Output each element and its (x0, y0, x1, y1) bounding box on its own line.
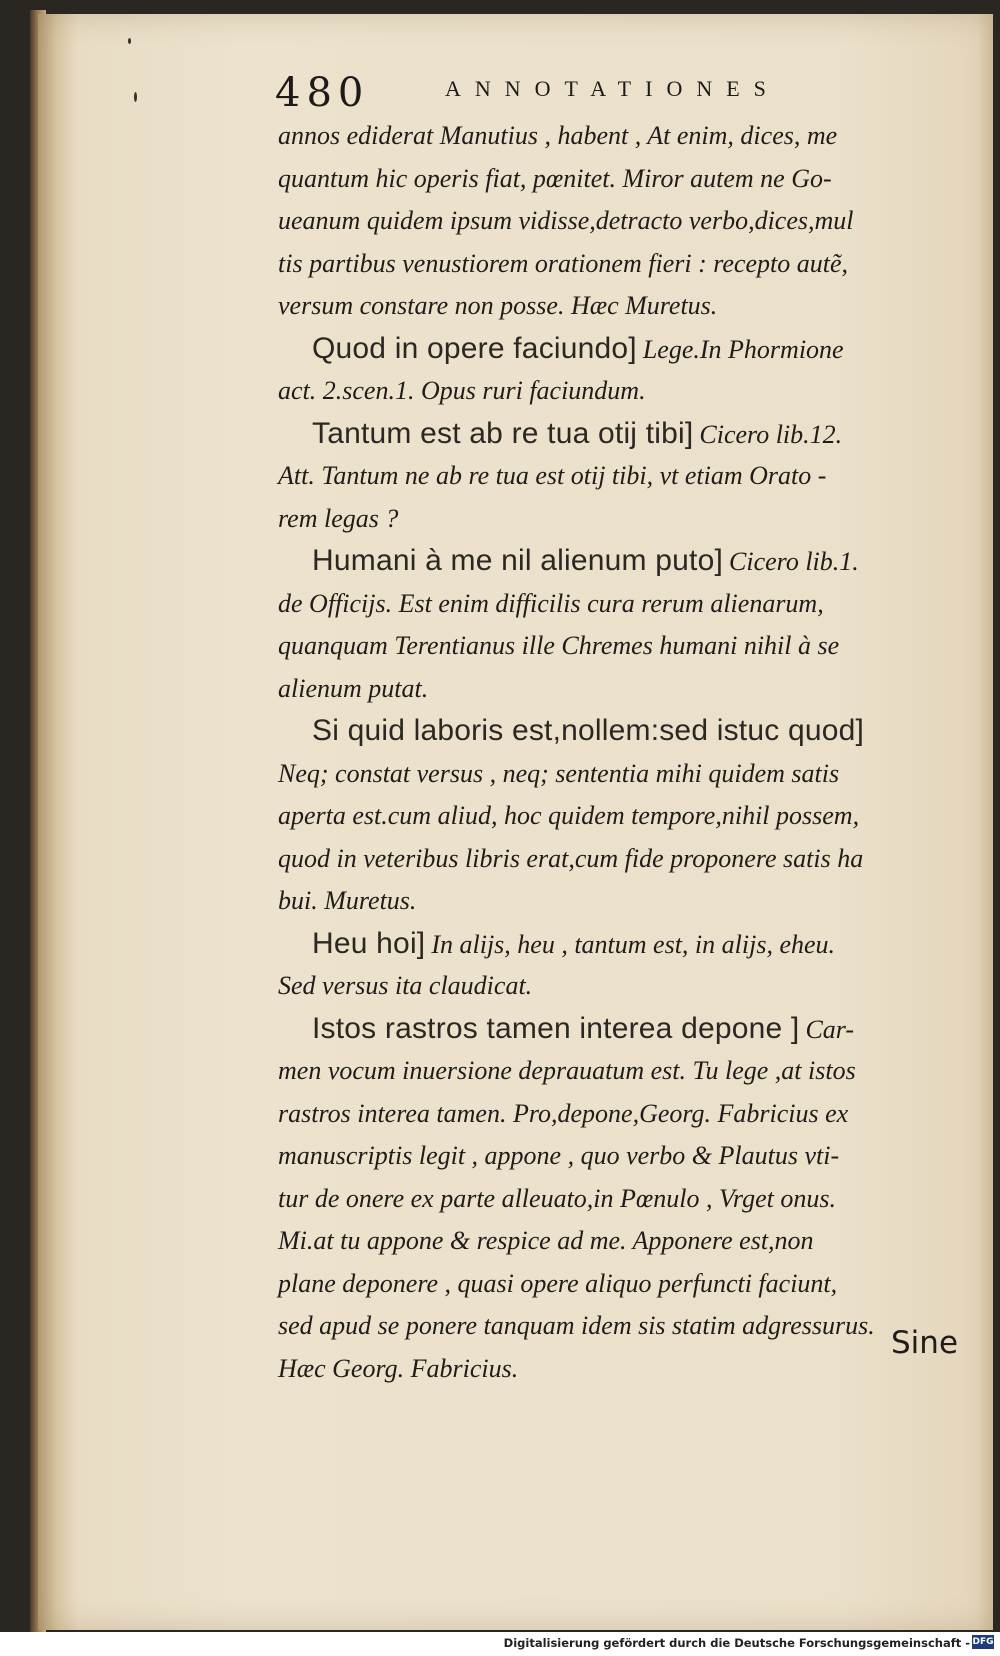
text-line (272, 1050, 972, 1093)
text-line (272, 583, 972, 626)
text-line (272, 1178, 972, 1221)
line-text: Car- (805, 1014, 855, 1044)
line-text: men vocum inuersione deprauatum est. Tu lege ,at istos (278, 1056, 856, 1085)
line-text: In alijs, heu , tantum est, in alijs, eheu. (431, 929, 836, 959)
line-text: Hæc Georg. Fabricius. (278, 1353, 519, 1383)
lemma: Humani à me nil alienum puto] (312, 544, 724, 577)
text-line (272, 1220, 972, 1263)
text-line (272, 965, 972, 1008)
text-line (272, 370, 972, 413)
text-line (272, 625, 972, 668)
paper-speck (128, 38, 131, 44)
text-line (272, 413, 972, 456)
line-text: Att. Tantum ne ab re tua est otij tibi, vt etiam Orato - (278, 461, 827, 490)
text-block (272, 115, 972, 1390)
line-text: bui. Muretus. (278, 886, 417, 915)
text-line (272, 328, 972, 371)
text-line (272, 1135, 972, 1178)
line-text: rem legas ? (278, 503, 399, 533)
text-line (272, 540, 972, 583)
line-text: aperta est.cum aliud, hoc quidem tempore,nihil possem, (278, 801, 860, 830)
text-line (272, 923, 972, 966)
lemma: Tantum est ab re tua otij tibi] (312, 416, 694, 450)
text-line (272, 285, 972, 328)
lemma: Istos rastros tamen interea depone ] (312, 1011, 800, 1045)
digitization-footer (0, 1632, 1000, 1656)
text-line (272, 880, 972, 923)
text-line (272, 1305, 972, 1348)
lemma: Si quid laboris est,nollem:sed istuc quod] (312, 714, 865, 747)
line-text: de Officijs. Est enim difficilis cura rerum alienarum, (278, 588, 824, 618)
line-text: tis partibus venustiorem orationem fieri : recepto autẽ, (278, 248, 848, 278)
text-line (272, 115, 972, 158)
line-text: Lege.In Phormione (642, 334, 844, 364)
line-text: quod in veteribus libris erat,cum fide proponere satis ha (278, 843, 864, 873)
page-header (275, 70, 895, 120)
line-text: annos ediderat Manutius , habent , At enim, dices, me (278, 121, 838, 150)
line-text: Cicero lib.12. (699, 419, 843, 449)
line-text: act. 2.scen.1. Opus ruri faciundum. (278, 376, 646, 405)
text-line (272, 710, 972, 753)
line-text: quantum hic operis fiat, pœnitet. Miror autem ne Go- (278, 163, 832, 193)
line-text: Cicero lib.1. (729, 547, 859, 576)
text-line (272, 753, 972, 796)
line-text: tur de onere ex parte alleuato,in Pœnulo , Vrget onus. (278, 1183, 836, 1213)
line-text: Neq; constat versus , neq; sententia mihi quidem satis (278, 758, 840, 788)
text-line (272, 668, 972, 711)
line-text: Mi.at tu appone & respice ad me. Apponere est,non (278, 1226, 814, 1255)
line-text: ueanum quidem ipsum vidisse,detracto verbo,dices,mul (278, 206, 854, 235)
text-line (272, 1263, 972, 1306)
line-text: manuscriptis legit , appone , quo verbo & Plautus vti- (278, 1141, 840, 1170)
text-line (272, 498, 972, 541)
paper-speck (134, 92, 137, 102)
text-line (272, 1008, 972, 1051)
text-line (272, 1093, 972, 1136)
text-line (272, 455, 972, 498)
text-line (272, 200, 972, 243)
text-line (272, 243, 972, 286)
line-text: versum constare non posse. Hæc Muretus. (278, 291, 718, 320)
lemma: Heu hoi] (312, 926, 426, 960)
text-line (272, 838, 972, 881)
text-line (272, 1348, 972, 1391)
page-number: 480 (275, 70, 370, 116)
line-text: sed apud se ponere tanquam idem sis statim adgressurus. (278, 1311, 875, 1340)
line-text: quanquam Terentianus ille Chremes humani nihil à se (278, 631, 840, 660)
catchword: Sine (891, 1325, 959, 1361)
running-head: ANNOTATIONES (445, 76, 780, 101)
line-text: Sed versus ita claudicat. (278, 971, 533, 1000)
dfg-logo[interactable]: DFG (972, 1637, 994, 1647)
lemma: Quod in opere faciundo] (312, 331, 637, 365)
line-text: plane deponere , quasi opere aliquo perfuncti faciunt, (278, 1268, 838, 1298)
text-line (272, 158, 972, 201)
line-text: alienum putat. (278, 673, 429, 703)
line-text: rastros interea tamen. Pro,depone,Georg. Fabricius ex (278, 1098, 849, 1128)
footer-credit: Digitalisierung gefördert durch die Deutsche Forschungsgemeinschaft - (503, 1636, 970, 1650)
text-line (272, 795, 972, 838)
